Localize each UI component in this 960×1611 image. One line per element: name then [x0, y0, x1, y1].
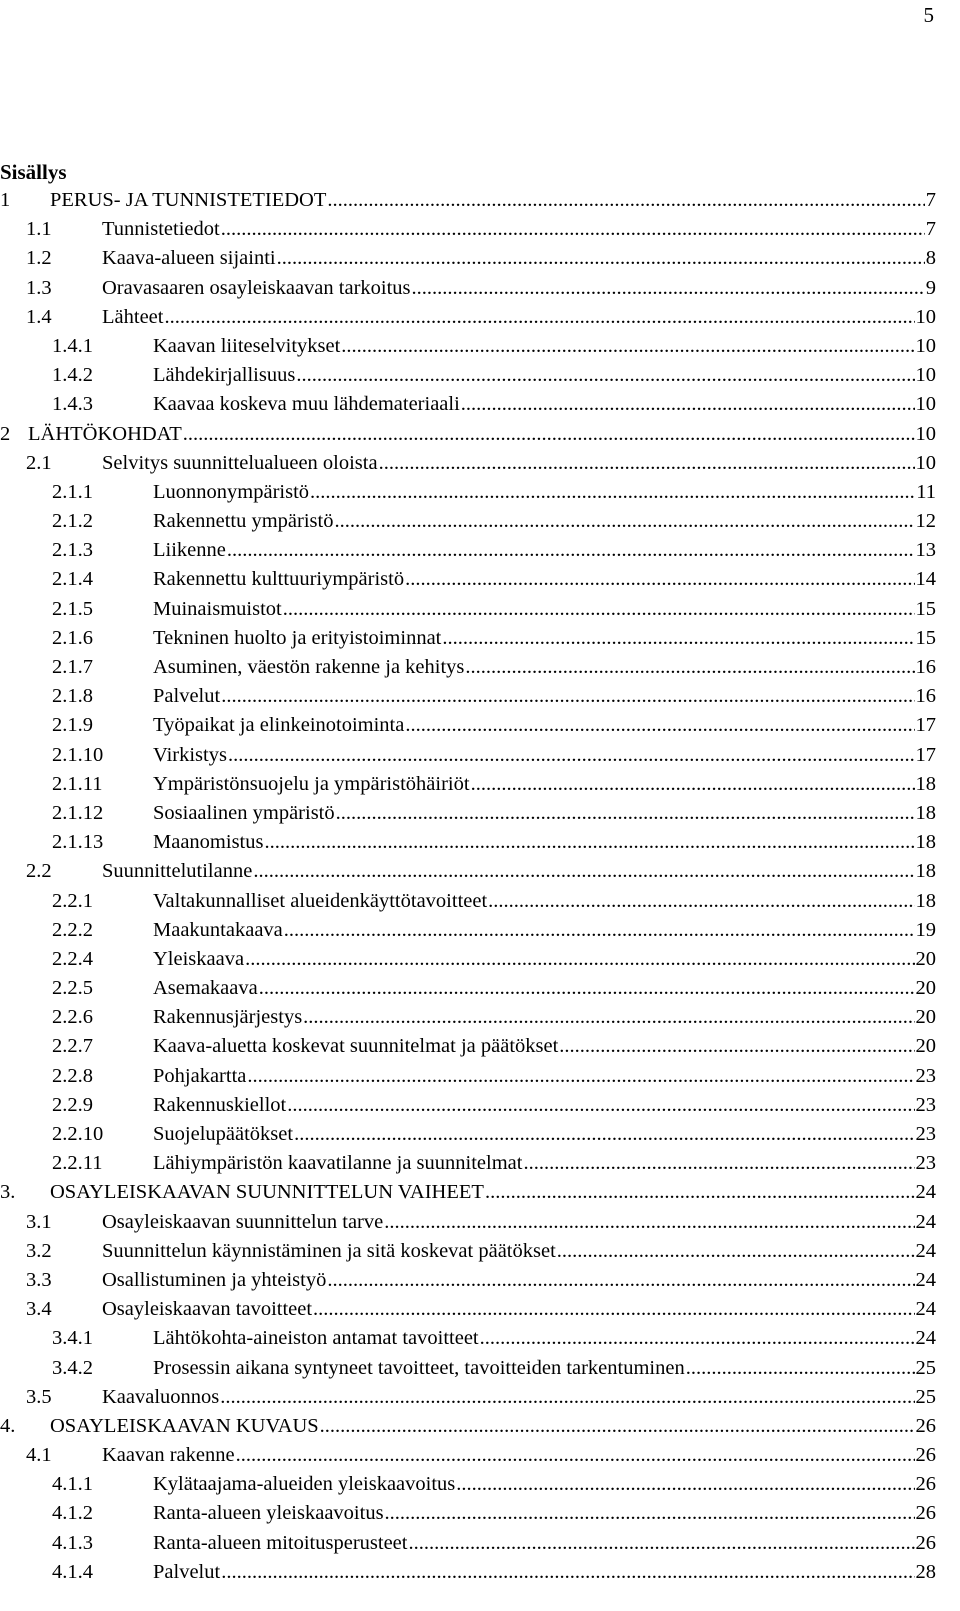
toc-entry[interactable]: [0, 536, 936, 565]
toc-entry-title-wrap: [102, 244, 925, 273]
toc-entry-title-wrap: [153, 711, 915, 740]
toc-entry-title-wrap: [102, 857, 915, 886]
toc-entry-title: Kaavan liiteselvitykset: [153, 332, 341, 361]
toc-entry[interactable]: [0, 682, 936, 711]
toc-dot-leader: [379, 449, 915, 478]
toc-entry-page: 24: [915, 1210, 936, 1233]
toc-entry[interactable]: [0, 1208, 936, 1237]
toc-entry-number: 3.3: [26, 1268, 52, 1291]
toc-entry-page: 18: [915, 831, 936, 854]
toc-entry-number: 2: [0, 422, 11, 445]
toc-entry-title-wrap: [102, 303, 915, 332]
toc-entry-number: 2.2.11: [52, 1152, 103, 1175]
toc-entry-number: 4.: [0, 1414, 16, 1437]
toc-entry-number: 2.1.1: [52, 480, 93, 503]
toc-dot-leader: [412, 274, 925, 303]
toc-dot-leader: [405, 711, 914, 740]
toc-dot-leader: [264, 828, 914, 857]
toc-entry-number: 2.1.13: [52, 831, 104, 854]
toc-entry-title-wrap: [102, 1208, 915, 1237]
toc-entry-title: Prosessin aikana syntyneet tavoitteet, tavoitteiden tarkentuminen: [153, 1354, 686, 1383]
toc-entry-page: 7: [925, 189, 936, 211]
toc-entry-page: 24: [915, 1298, 936, 1321]
toc-dot-leader: [559, 1032, 914, 1061]
toc-entry-number: 2.1.5: [52, 597, 93, 620]
toc-entry[interactable]: [0, 565, 936, 594]
toc-entry-title-wrap: [153, 565, 915, 594]
toc-dot-leader: [408, 1529, 914, 1558]
toc-entry-number: 2.1.2: [52, 510, 93, 533]
toc-entry-page: 18: [915, 889, 936, 912]
toc-entry-number: 1.4.3: [52, 393, 93, 416]
toc-heading: Sisällys: [0, 160, 67, 184]
toc-entry-page: 17: [915, 743, 936, 766]
toc-entry-number: 1: [0, 189, 11, 211]
toc-entry-page: 18: [915, 772, 936, 795]
toc-entry-page: 25: [915, 1385, 936, 1408]
toc-entry-page: 16: [915, 656, 936, 678]
toc-entry-title-wrap: [28, 420, 915, 449]
toc-dot-leader: [221, 1558, 914, 1587]
toc-entry-title: Rakennettu ympäristö: [153, 507, 334, 536]
toc-dot-leader: [557, 1237, 915, 1266]
toc-dot-leader: [341, 332, 914, 361]
toc-entry-number: 3.5: [26, 1385, 52, 1408]
toc-entry-title: Lähtökohta-aineiston antamat tavoitteet: [153, 1324, 480, 1353]
toc-entry-title: Luonnonympäristö: [153, 478, 310, 507]
toc-entry-page: 18: [915, 801, 936, 824]
toc-entry[interactable]: [0, 711, 936, 740]
toc-entry-title-wrap: [153, 741, 915, 770]
toc-entry-title: Palvelut: [153, 682, 221, 711]
toc-entry-page: 16: [915, 685, 936, 708]
toc-entry-title: PERUS- JA TUNNISTETIEDOT: [50, 186, 327, 215]
toc-entry-page: 15: [915, 626, 936, 649]
toc-entry-title-wrap: [153, 1470, 915, 1499]
toc-entry-page: 26: [915, 1444, 936, 1467]
toc-entry-page: 8: [925, 247, 936, 270]
toc-entry-title-wrap: [153, 595, 915, 624]
toc-dot-leader: [465, 653, 914, 682]
toc-entry-title: Liikenne: [153, 536, 227, 565]
toc-entry-title: Sosiaalinen ympäristö: [153, 799, 336, 828]
toc-entry-number: 2.2.5: [52, 977, 93, 1000]
toc-entry[interactable]: [0, 420, 936, 449]
toc-dot-leader: [287, 1091, 914, 1120]
toc-entry-title-wrap: [153, 1149, 915, 1178]
toc-entry[interactable]: [0, 332, 936, 361]
toc-entry[interactable]: [0, 1558, 936, 1587]
toc-entry-number: 2.1.8: [52, 685, 93, 708]
toc-entry-number: 1.4: [26, 305, 52, 328]
toc-entry-title-wrap: [102, 1383, 915, 1412]
toc-entry-page: 19: [915, 918, 936, 941]
toc-entry[interactable]: [0, 1149, 936, 1178]
toc-entry-title-wrap: [153, 1558, 915, 1587]
toc-entry-number: 2.2.6: [52, 1006, 93, 1029]
toc-entry-title: Kaavaa koskeva muu lähdemateriaali: [153, 390, 461, 419]
toc-entry[interactable]: [0, 1062, 936, 1091]
toc-entry-title-wrap: [153, 1499, 915, 1528]
toc-entry-number: 2.2.2: [52, 918, 93, 941]
toc-entry[interactable]: [0, 1032, 936, 1061]
toc-entry-page: 23: [915, 1093, 936, 1116]
toc-entry-number: 4.1.3: [52, 1531, 93, 1554]
toc-entry[interactable]: [0, 186, 936, 215]
toc-entry-page: 25: [915, 1356, 936, 1379]
toc-dot-leader: [686, 1354, 915, 1383]
toc-entry-title: Rakennuskiellot: [153, 1091, 287, 1120]
toc-entry-number: 4.1.4: [52, 1560, 93, 1583]
toc-dot-leader: [461, 390, 915, 419]
toc-entry-title-wrap: [153, 332, 915, 361]
toc-entry-title-wrap: [153, 799, 915, 828]
toc-entry-number: 2.2.8: [52, 1064, 93, 1087]
toc-entry-title: LÄHTÖKOHDAT: [28, 420, 183, 449]
toc-entry[interactable]: [0, 828, 936, 857]
toc-entry[interactable]: [0, 361, 936, 390]
toc-entry[interactable]: [0, 1529, 936, 1558]
toc-entry-number: 2.2.7: [52, 1035, 93, 1058]
toc-entry-page: 26: [915, 1473, 936, 1496]
toc-dot-leader: [227, 536, 915, 565]
toc-entry-number: 2.1.4: [52, 568, 93, 591]
toc-entry-title-wrap: [153, 828, 915, 857]
toc-entry-number: 2.1: [26, 451, 52, 474]
toc-entry-title: Lähteet: [102, 303, 164, 332]
toc-dot-leader: [259, 974, 915, 1003]
toc-entry-title-wrap: [153, 390, 915, 419]
toc-dot-leader: [284, 916, 915, 945]
toc-dot-leader: [221, 215, 925, 244]
toc-entry-title-wrap: [153, 682, 915, 711]
toc-entry-title: Tekninen huolto ja erityistoiminnat: [153, 624, 442, 653]
toc-entry-title: Selvitys suunnittelualueen oloista: [102, 449, 379, 478]
toc-entry[interactable]: [0, 916, 936, 945]
toc-entry[interactable]: [0, 595, 936, 624]
toc-entry-title: Ranta-alueen mitoitusperusteet: [153, 1529, 408, 1558]
toc-entry-page: 26: [915, 1531, 936, 1554]
toc-entry-title-wrap: [102, 1295, 915, 1324]
toc-entry-page: 11: [916, 480, 936, 503]
toc-entry-page: 10: [915, 451, 936, 474]
toc-entry-number: 1.2: [26, 247, 52, 270]
toc-entry-page: 10: [915, 305, 936, 328]
toc-dot-leader: [327, 1266, 914, 1295]
toc-dot-leader: [334, 507, 914, 536]
toc-entry-title: Muinaismuistot: [153, 595, 283, 624]
toc-entry-title-wrap: [153, 653, 915, 682]
toc-entry-number: 1.3: [26, 276, 52, 299]
toc-entry-number: 3.4.1: [52, 1327, 93, 1350]
toc-entry-title: Valtakunnalliset alueidenkäyttötavoitteet: [153, 887, 488, 916]
toc-entry-number: 2.1.3: [52, 539, 93, 562]
page-number: 5: [923, 3, 934, 27]
toc-entry-title: Suunnittelun käynnistäminen ja sitä koskevat päätökset: [102, 1237, 557, 1266]
toc-dot-leader: [384, 1208, 914, 1237]
toc-entry-number: 1.4.1: [52, 334, 93, 357]
toc-dot-leader: [228, 741, 915, 770]
toc-entry-title: Yleiskaava: [153, 945, 245, 974]
toc-entry-title: OSAYLEISKAAVAN KUVAUS: [50, 1412, 320, 1441]
toc-entry-page: 17: [915, 714, 936, 737]
toc-entry-page: 9: [925, 276, 936, 299]
toc-entry-title-wrap: [153, 624, 915, 653]
toc-entry-page: 14: [915, 568, 936, 591]
toc-list: [0, 186, 936, 1587]
toc-entry-number: 2.2.1: [52, 889, 93, 912]
toc-entry[interactable]: [0, 390, 936, 419]
toc-entry-title: Tunnistetiedot: [102, 215, 221, 244]
toc-entry[interactable]: [0, 770, 936, 799]
toc-entry[interactable]: [0, 478, 936, 507]
toc-entry-title: Kaava-aluetta koskevat suunnitelmat ja päätökset: [153, 1032, 559, 1061]
toc-entry-number: 2.1.12: [52, 801, 104, 824]
toc-entry-title: Ranta-alueen yleiskaavoitus: [153, 1499, 385, 1528]
toc-entry-title-wrap: [153, 887, 915, 916]
toc-entry-title: Suojelupäätökset: [153, 1120, 294, 1149]
toc-entry-title: Lähdekirjallisuus: [153, 361, 296, 390]
toc-entry-title-wrap: [102, 1237, 915, 1266]
toc-entry-title-wrap: [153, 1091, 915, 1120]
toc-entry-page: 20: [915, 977, 936, 1000]
toc-entry-title: Työpaikat ja elinkeinotoiminta: [153, 711, 405, 740]
toc-entry-number: 2.1.6: [52, 626, 93, 649]
toc-entry-page: 10: [915, 393, 936, 416]
toc-dot-leader: [245, 945, 914, 974]
toc-entry-title-wrap: [102, 1266, 915, 1295]
toc-entry-number: 2.2.4: [52, 947, 93, 970]
toc-entry-title: Kaava-alueen sijainti: [102, 244, 277, 273]
toc-dot-leader: [303, 1003, 914, 1032]
toc-dot-leader: [313, 1295, 914, 1324]
toc-entry-title: Osallistuminen ja yhteistyö: [102, 1266, 327, 1295]
toc-entry-number: 3.: [0, 1181, 16, 1204]
toc-entry[interactable]: [0, 215, 936, 244]
toc-entry[interactable]: [0, 1354, 936, 1383]
toc-entry[interactable]: [0, 945, 936, 974]
toc-entry-number: 2.2.9: [52, 1093, 93, 1116]
toc-entry-page: 24: [915, 1181, 936, 1204]
toc-entry[interactable]: [0, 653, 936, 682]
toc-dot-leader: [320, 1412, 915, 1441]
toc-entry-page: 24: [915, 1239, 936, 1262]
toc-entry-title-wrap: [153, 478, 915, 507]
toc-entry[interactable]: [0, 1499, 936, 1528]
toc-entry-title: Osayleiskaavan tavoitteet: [102, 1295, 313, 1324]
table-of-contents: [0, 158, 936, 1587]
toc-entry[interactable]: [0, 741, 936, 770]
toc-dot-leader: [183, 420, 915, 449]
toc-entry[interactable]: [0, 303, 936, 332]
toc-entry-title-wrap: [102, 1441, 915, 1470]
toc-dot-leader: [247, 1062, 914, 1091]
toc-entry[interactable]: [0, 1266, 936, 1295]
toc-entry-page: 10: [915, 334, 936, 357]
toc-entry-title: Kaavan rakenne: [102, 1441, 236, 1470]
toc-entry[interactable]: [0, 449, 936, 478]
toc-entry-title-wrap: [153, 1003, 915, 1032]
toc-entry-title-wrap: [153, 536, 915, 565]
toc-dot-leader: [471, 770, 915, 799]
toc-entry[interactable]: [0, 244, 936, 273]
toc-entry-page: 24: [915, 1268, 936, 1291]
toc-entry-page: 10: [915, 422, 936, 445]
toc-entry-title: Pohjakartta: [153, 1062, 247, 1091]
toc-dot-leader: [442, 624, 914, 653]
toc-entry-page: 26: [915, 1502, 936, 1525]
toc-entry[interactable]: [0, 857, 936, 886]
toc-entry-page: 24: [915, 1327, 936, 1350]
toc-dot-leader: [405, 565, 914, 594]
toc-entry[interactable]: [0, 974, 936, 1003]
toc-entry-title-wrap: [153, 507, 915, 536]
toc-dot-leader: [220, 1383, 914, 1412]
toc-entry-number: 3.2: [26, 1239, 52, 1262]
toc-entry[interactable]: [0, 1091, 936, 1120]
toc-entry-title: Rakennettu kulttuuriympäristö: [153, 565, 405, 594]
toc-entry-page: 18: [915, 860, 936, 883]
toc-dot-leader: [485, 1178, 915, 1207]
toc-entry-page: 28: [915, 1560, 936, 1583]
toc-dot-leader: [336, 799, 915, 828]
toc-dot-leader: [310, 478, 915, 507]
toc-dot-leader: [294, 1120, 914, 1149]
toc-entry[interactable]: [0, 799, 936, 828]
toc-entry-page: 12: [915, 510, 936, 533]
toc-entry-title-wrap: [153, 945, 915, 974]
toc-dot-leader: [385, 1499, 915, 1528]
toc-entry-title-wrap: [153, 1354, 915, 1383]
toc-dot-leader: [327, 186, 924, 215]
toc-entry-title: Rakennusjärjestys: [153, 1003, 303, 1032]
toc-entry-title: Virkistys: [153, 741, 228, 770]
toc-entry-title-wrap: [153, 1062, 915, 1091]
toc-entry-page: 20: [915, 1035, 936, 1058]
toc-dot-leader: [296, 361, 914, 390]
toc-entry-number: 2.1.11: [52, 772, 103, 795]
toc-entry-page: 10: [915, 364, 936, 387]
toc-entry[interactable]: [0, 1383, 936, 1412]
toc-entry-page: 26: [915, 1414, 936, 1437]
toc-entry-number: 2.1.7: [52, 656, 93, 678]
toc-dot-leader: [253, 857, 914, 886]
toc-entry-page: 20: [915, 1006, 936, 1029]
toc-dot-leader: [480, 1324, 915, 1353]
toc-entry-number: 3.1: [26, 1210, 52, 1233]
toc-dot-leader: [488, 887, 914, 916]
toc-entry-title: Ympäristönsuojelu ja ympäristöhäiriöt: [153, 770, 471, 799]
toc-entry-number: 2.2: [26, 860, 52, 883]
toc-entry[interactable]: [0, 1295, 936, 1324]
toc-entry-title: OSAYLEISKAAVAN SUUNNITTELUN VAIHEET: [50, 1178, 485, 1207]
toc-entry[interactable]: [0, 1120, 936, 1149]
toc-entry-number: 3.4: [26, 1298, 52, 1321]
toc-entry-number: 1.1: [26, 218, 52, 241]
toc-entry-page: 20: [915, 947, 936, 970]
toc-entry-title: Kylätaajama-alueiden yleiskaavoitus: [153, 1470, 456, 1499]
toc-entry-title: Maanomistus: [153, 828, 264, 857]
toc-entry[interactable]: [0, 274, 936, 303]
toc-dot-leader: [523, 1149, 914, 1178]
toc-entry[interactable]: [0, 624, 936, 653]
toc-entry-title: Palvelut: [153, 1558, 221, 1587]
toc-dot-leader: [277, 244, 925, 273]
toc-entry-title-wrap: [50, 1178, 915, 1207]
toc-entry-title-wrap: [153, 1032, 915, 1061]
toc-dot-leader: [221, 682, 914, 711]
toc-entry-title: Oravasaaren osayleiskaavan tarkoitus: [102, 274, 412, 303]
toc-entry-title-wrap: [153, 1120, 915, 1149]
toc-entry[interactable]: [0, 1412, 936, 1441]
toc-entry-title: Osayleiskaavan suunnittelun tarve: [102, 1208, 384, 1237]
toc-entry-title: Kaavaluonnos: [102, 1383, 220, 1412]
toc-entry-title-wrap: [153, 770, 915, 799]
toc-entry[interactable]: [0, 1237, 936, 1266]
toc-entry-page: 23: [915, 1123, 936, 1145]
toc-entry-number: 4.1.1: [52, 1473, 93, 1496]
toc-entry-title-wrap: [153, 1324, 915, 1353]
toc-entry-number: 2.1.10: [52, 743, 104, 766]
toc-entry-title-wrap: [102, 215, 925, 244]
toc-entry-number: 3.4.2: [52, 1356, 93, 1379]
toc-entry-title: Lähiympäristön kaavatilanne ja suunnitelmat: [153, 1149, 523, 1178]
toc-entry-page: 13: [915, 539, 936, 562]
toc-entry-number: 4.1: [26, 1444, 52, 1467]
toc-entry-title: Maakuntakaava: [153, 916, 284, 945]
toc-entry-title-wrap: [50, 1412, 915, 1441]
toc-dot-leader: [456, 1470, 914, 1499]
toc-entry-title-wrap: [153, 361, 915, 390]
toc-entry-title-wrap: [102, 274, 925, 303]
toc-entry-number: 4.1.2: [52, 1502, 93, 1525]
toc-entry-title-wrap: [50, 186, 925, 215]
toc-entry[interactable]: [0, 1324, 936, 1353]
toc-entry-title-wrap: [153, 916, 915, 945]
toc-entry[interactable]: [0, 507, 936, 536]
toc-entry[interactable]: [0, 1441, 936, 1470]
toc-entry-page: 15: [915, 597, 936, 620]
toc-entry-title-wrap: [102, 449, 915, 478]
toc-dot-leader: [283, 595, 915, 624]
toc-entry[interactable]: [0, 1470, 936, 1499]
toc-dot-leader: [164, 303, 914, 332]
toc-entry-title: Asemakaava: [153, 974, 259, 1003]
toc-entry[interactable]: [0, 1178, 936, 1207]
toc-entry-number: 2.1.9: [52, 714, 93, 737]
toc-entry[interactable]: [0, 887, 936, 916]
toc-entry-number: 2.2.10: [52, 1123, 104, 1145]
toc-dot-leader: [236, 1441, 915, 1470]
toc-entry[interactable]: [0, 1003, 936, 1032]
toc-entry-number: 1.4.2: [52, 364, 93, 387]
toc-entry-title: Suunnittelutilanne: [102, 857, 253, 886]
toc-entry-title-wrap: [153, 1529, 915, 1558]
toc-entry-title-wrap: [153, 974, 915, 1003]
toc-entry-page: 7: [925, 218, 936, 241]
toc-entry-page: 23: [915, 1152, 936, 1175]
toc-entry-title: Asuminen, väestön rakenne ja kehitys: [153, 653, 465, 682]
toc-entry-page: 23: [915, 1064, 936, 1087]
